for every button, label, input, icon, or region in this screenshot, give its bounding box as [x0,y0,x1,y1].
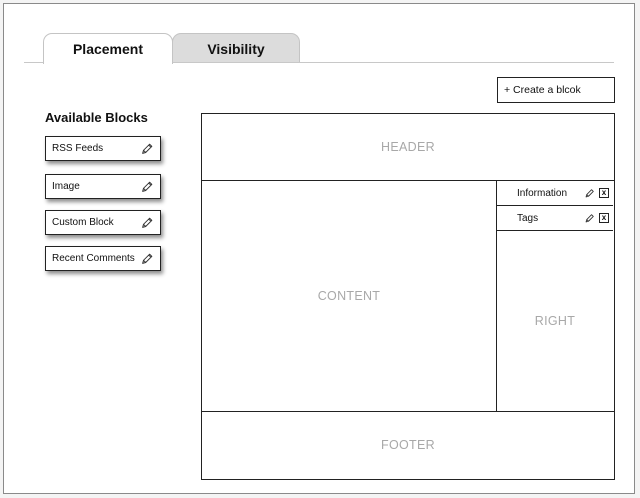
right-region[interactable] [497,181,613,411]
tab-visibility[interactable]: Visibility [172,33,300,63]
placed-block-label: Tags [517,212,539,224]
header-region-label: HEADER [381,140,435,154]
tab-placement[interactable]: Placement [43,33,173,64]
pencil-icon[interactable] [140,216,154,230]
page-layout [201,113,615,480]
footer-region-label: FOOTER [381,438,435,452]
placed-block-label: Information [517,187,568,199]
block-label: Custom Block [52,217,114,228]
pencil-icon[interactable] [140,180,154,194]
block-label: Recent Comments [52,253,135,264]
create-block-button[interactable]: + Create a blcok [497,77,615,103]
available-block-rss-feeds[interactable] [45,136,161,161]
right-region-label: RIGHT [534,314,576,328]
right-region-body [497,231,613,411]
pencil-icon[interactable] [584,188,595,199]
available-block-image[interactable] [45,174,161,199]
available-block-recent-comments[interactable] [45,246,161,271]
remove-icon[interactable]: x [599,213,609,223]
placed-block-information[interactable] [497,181,613,206]
placed-block-tags[interactable] [497,206,613,231]
header-region[interactable] [202,114,614,181]
content-region-label: CONTENT [317,289,381,303]
pencil-icon[interactable] [584,213,595,224]
block-label: Image [52,181,80,192]
pencil-icon[interactable] [140,142,154,156]
content-region[interactable] [202,181,497,411]
available-blocks-title: Available Blocks [45,110,148,125]
available-block-custom-block[interactable] [45,210,161,235]
pencil-icon[interactable] [140,252,154,266]
remove-icon[interactable]: x [599,188,609,198]
block-label: RSS Feeds [52,143,104,154]
footer-region[interactable] [202,411,614,478]
